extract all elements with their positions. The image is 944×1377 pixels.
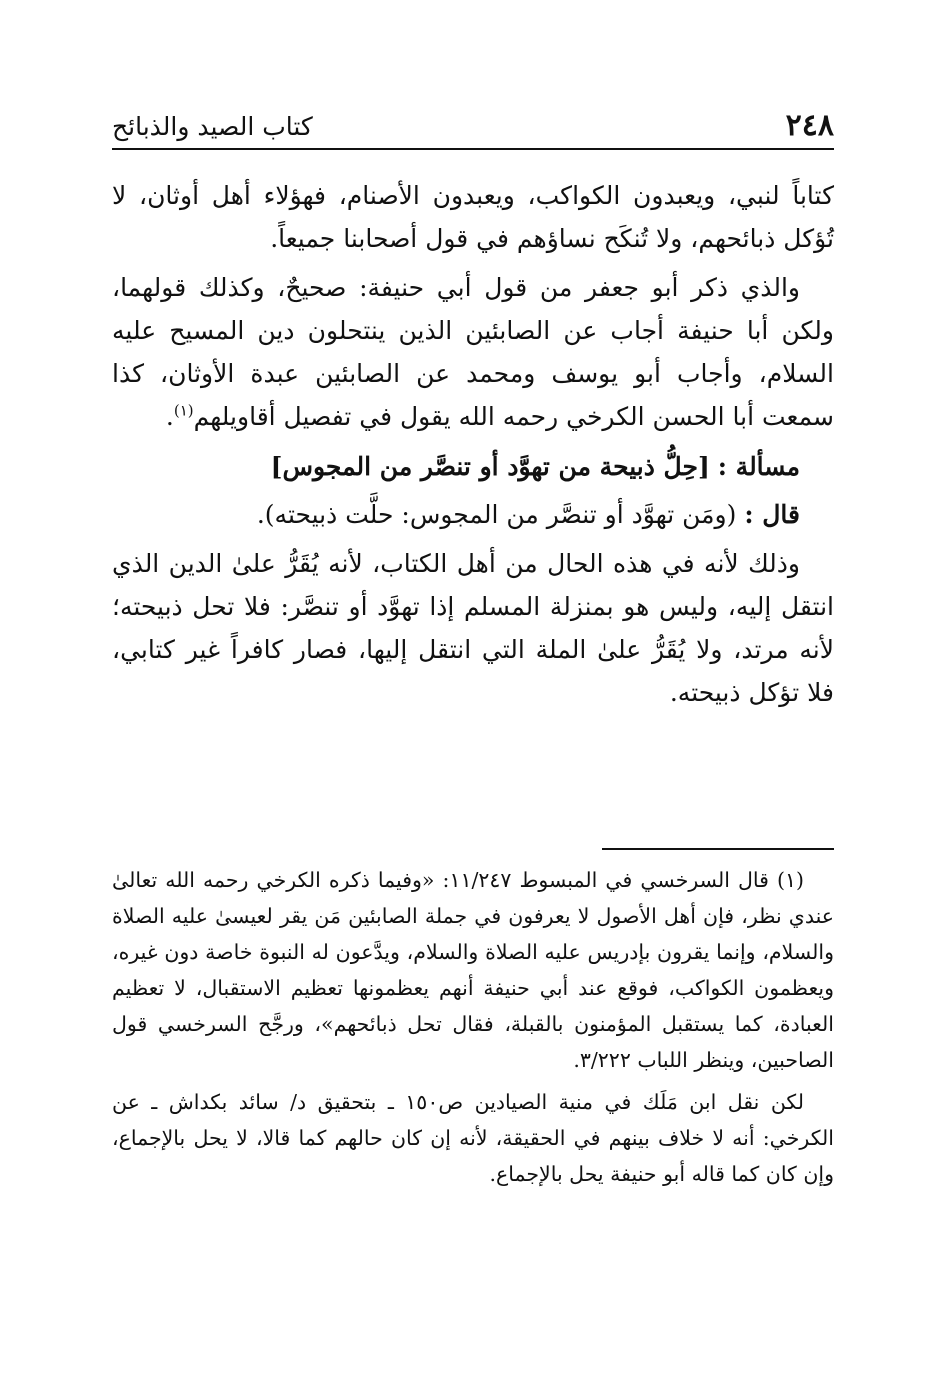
paragraph-continuation: كتاباً لنبي، ويعبدون الكواكب، ويعبدون الأصنام، فهؤلاء أهل أوثان، لا تُؤكل ذبائحهم، ولا تُنكَح نساؤهم في قول أصحابنا جميعاً. xyxy=(112,181,834,253)
masala-heading xyxy=(112,444,834,490)
main-text xyxy=(112,174,834,714)
paragraph-abu-jafar-text: والذي ذكر أبو جعفر من قول أبي حنيفة: صحيحٌ، وكذلك قولهما، ولكن أبا حنيفة أجاب عن الصابئين الذين ينتحلون دين المسيح عليه السلام، وأجاب أبو يوسف ومحمد عن الصابئين عبدة الأوثان، كذا سمعت أبا الحسن الكرخي رحمه الله يقول في تفصيل أقاويلهم xyxy=(112,273,834,431)
qal-text: (ومَن تهوَّد أو تنصَّر من المجوس: حلَّت ذبيحته). xyxy=(256,500,737,529)
paragraph-abu-jafar xyxy=(112,266,834,438)
footnote-reference: (١) xyxy=(173,401,194,420)
qal-label: قال : xyxy=(744,500,800,529)
masala-title: [حِلُّ ذبيحة من تهوَّد أو تنصَّر من المجوس] xyxy=(270,452,710,481)
qal-line xyxy=(112,492,834,538)
footnote-separator xyxy=(602,848,834,850)
footnote-1-continuation: لكن نقل ابن مَلَك في منية الصيادين ص١٥٠ ـ بتحقيق د/ سائد بكداش ـ عن الكرخي: أنه لا خلاف بينهم في الحقيقة، لأنه إن كان حالهم كما قالا، لا يحل بالإجماع، وإن كان كما قاله أبو حنيفة يحل بالإجماع. xyxy=(112,1090,834,1186)
book-page xyxy=(112,0,834,1377)
footnotes xyxy=(112,862,834,1192)
paragraph-end-mark: . xyxy=(165,402,174,431)
page-number: ٢٤٨ xyxy=(785,108,834,143)
running-title: كتاب الصيد والذبائح xyxy=(112,112,313,141)
masala-label: مسألة : xyxy=(717,452,800,481)
footnote-1: (١) قال السرخسي في المبسوط ١١/٢٤٧: «وفيما ذكره الكرخي رحمه الله تعالىٰ عندي نظر، فإن أهل الأصول لا يعرفون في جملة الصابئين مَن يقر لعيسىٰ عليه الصلاة والسلام، وإنما يقرون بإدريس عليه الصلاة والسلام، ويدَّعون له النبوة خاصة دون غيره، ويعظمون الكواكب، فوقع عند أبي حنيفة أنهم يعظمونها تعظيم الاستقبال، لا تعظيم العبادة، كما يستقبل المؤمنون بالقبلة، فقال تحل ذبائحهم»، ورجَّح السرخسي قول الصاحبين، وينظر اللباب ٣/٢٢٢. xyxy=(112,868,834,1072)
paragraph-explanation: وذلك لأنه في هذه الحال من أهل الكتاب، لأنه يُقَرُّ علىٰ الدين الذي انتقل إليه، وليس هو بمنزلة المسلم إذا تهوَّد أو تنصَّر: فلا تحل ذبيحته؛ لأنه مرتد، ولا يُقَرُّ علىٰ الملة التي انتقل إليها، فصار كافراً غير كتابي، فلا تؤكل ذبيحته. xyxy=(112,549,834,707)
page-header xyxy=(112,104,834,150)
